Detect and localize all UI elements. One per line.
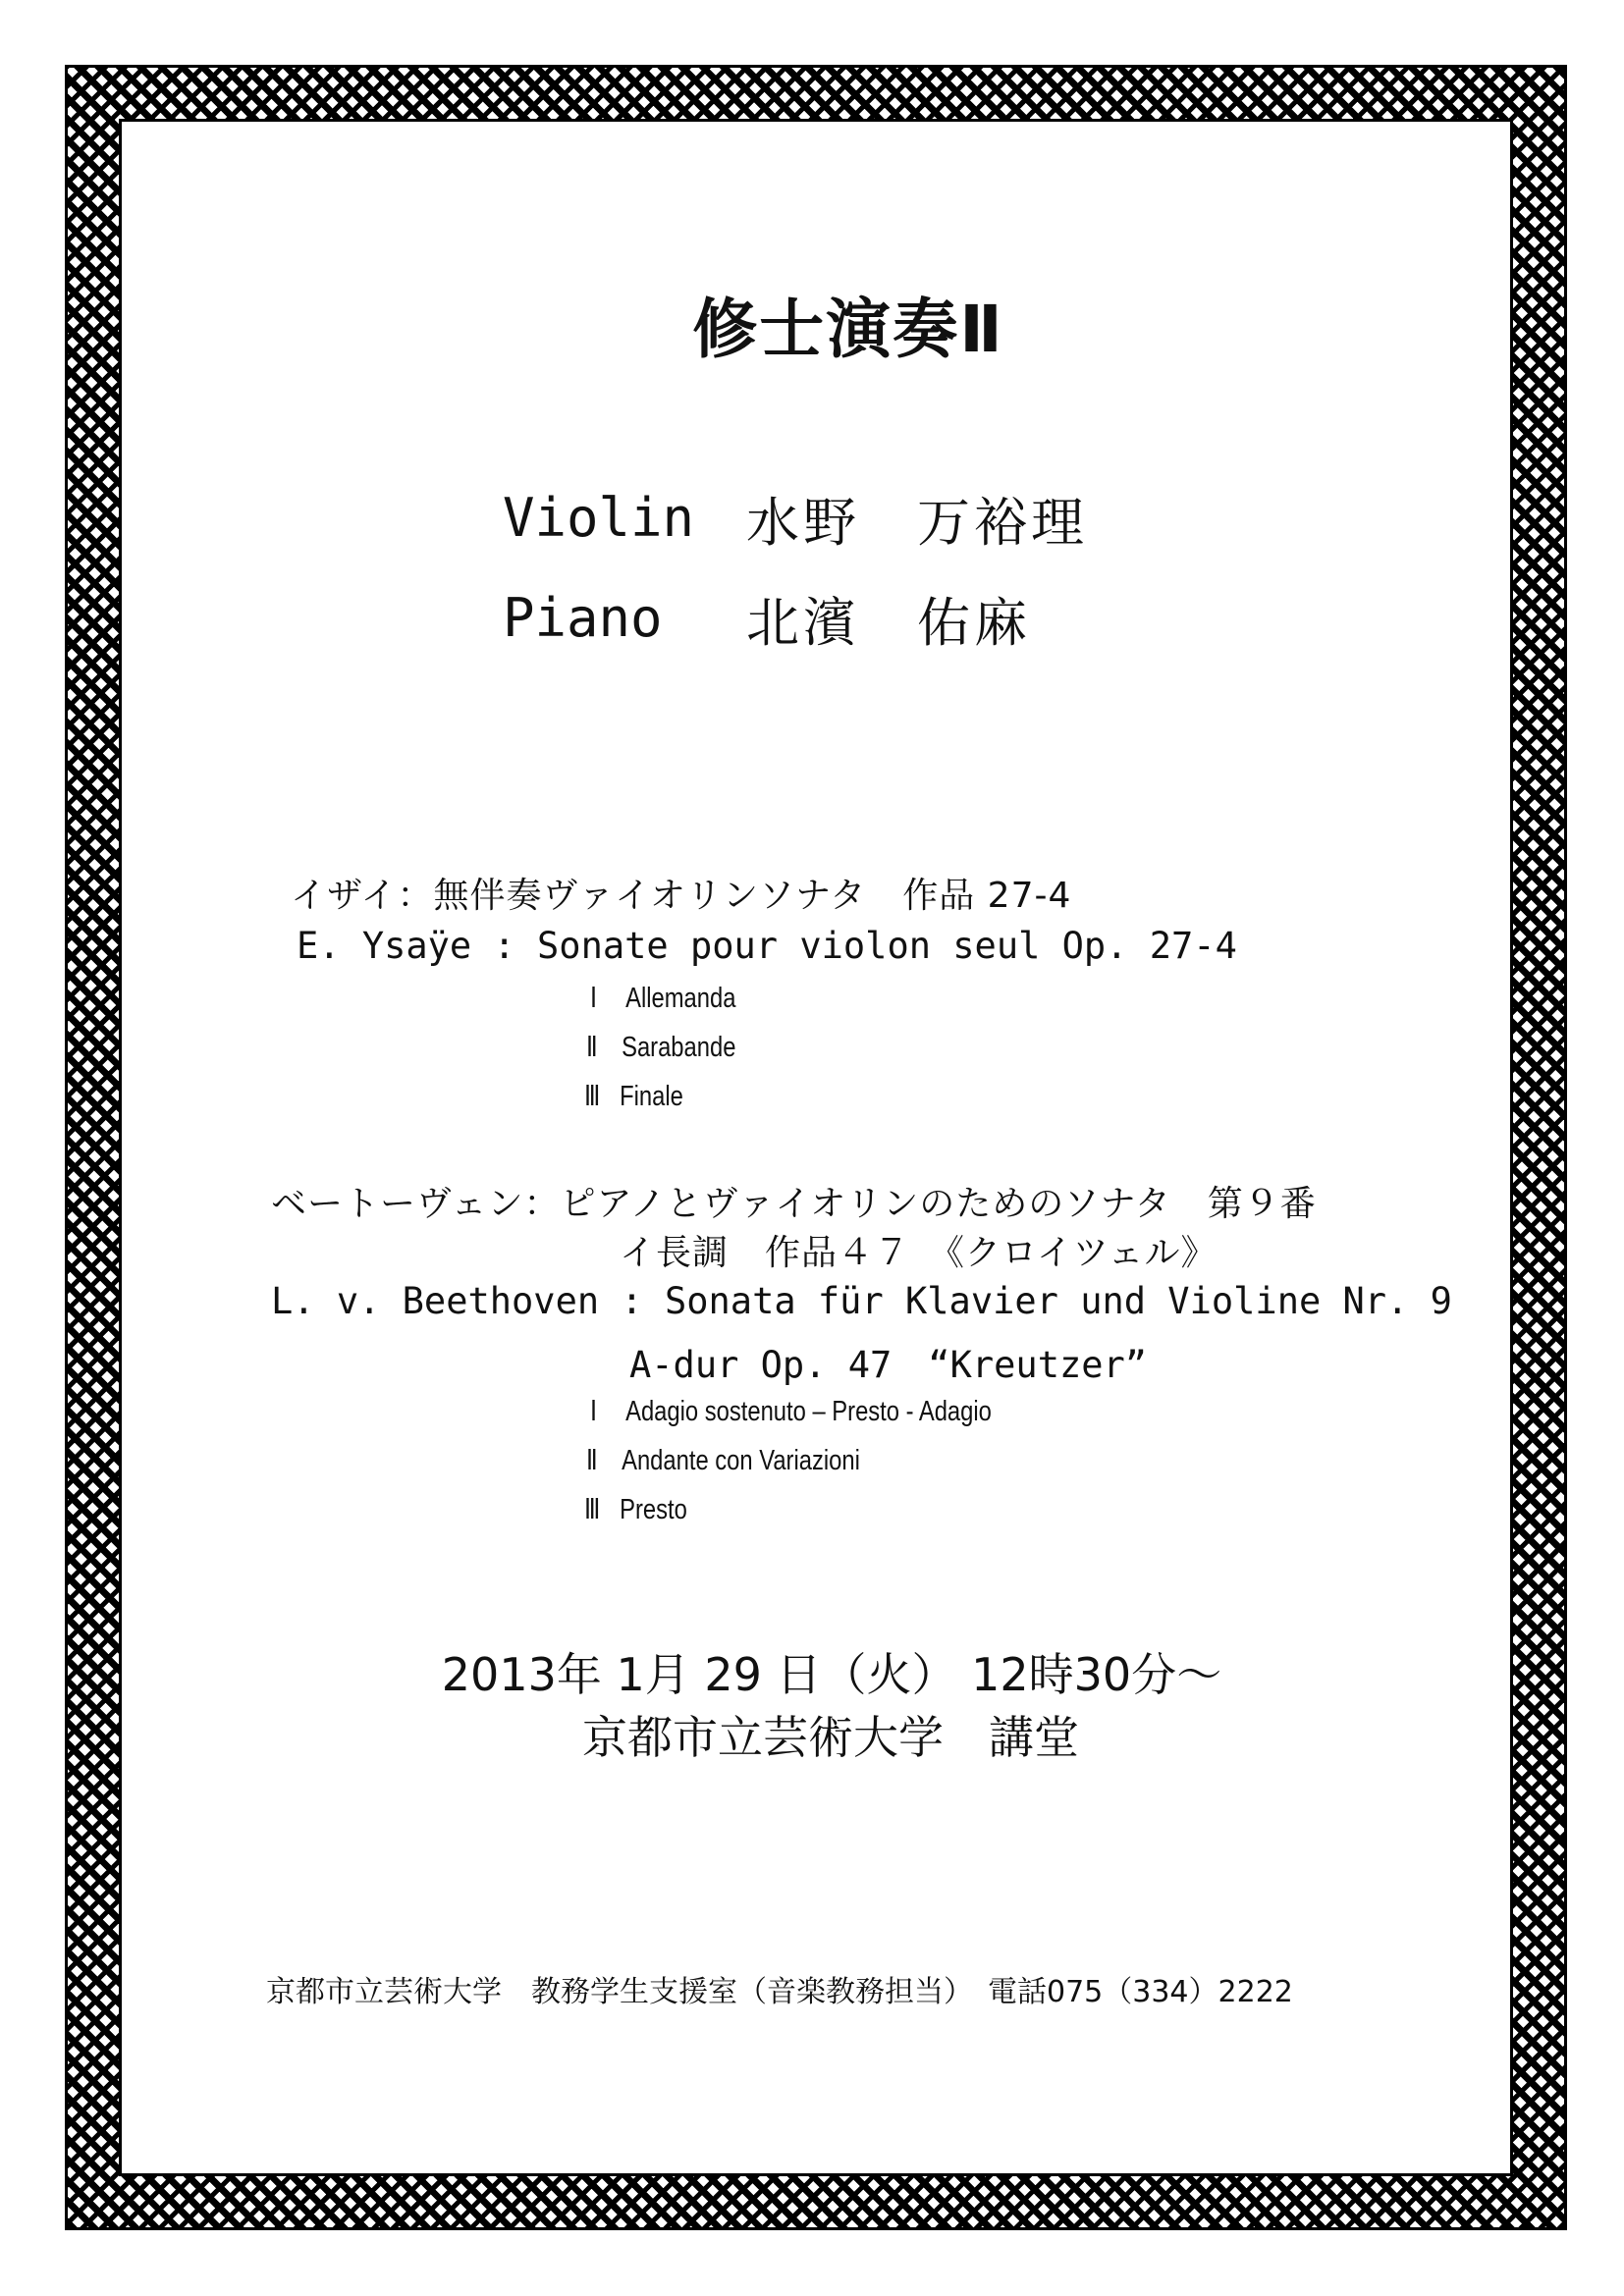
movement-title: Presto [620, 1494, 687, 1525]
movement-title: Sarabande [622, 1032, 736, 1063]
movement-number: Ⅱ [586, 1445, 598, 1476]
piece-subtitle-en: A-dur Op. 47 “Kreutzer” [629, 1344, 1148, 1386]
movement-item [590, 1394, 992, 1428]
movement-number: Ⅰ [590, 983, 598, 1014]
movement-title: Adagio sostenuto – Presto - Adagio [625, 1396, 992, 1427]
movement-item [584, 1079, 683, 1113]
page-title: 修士演奏Ⅱ [692, 292, 1004, 367]
movement-title: Finale [620, 1081, 683, 1112]
movement-item [586, 1443, 860, 1477]
performer-name: 水野 万裕理 [746, 492, 1088, 554]
movement-item [590, 981, 735, 1015]
movement-number: Ⅱ [586, 1032, 598, 1063]
content-panel [119, 119, 1513, 2176]
event-venue: 京都市立芸術大学 講堂 [582, 1711, 1079, 1764]
piece-title-en: L. v. Beethoven : Sonata für Klavier und Violine Nr. 9 [271, 1280, 1452, 1322]
performer-name: 北濱 佑麻 [746, 592, 1031, 654]
movement-title: Allemanda [625, 983, 736, 1014]
movement-number: Ⅰ [590, 1396, 598, 1427]
movement-item [584, 1492, 687, 1526]
performer-role: Violin [503, 487, 695, 549]
movement-number: Ⅲ [584, 1081, 601, 1112]
movement-item [586, 1030, 735, 1064]
performer-role: Piano [503, 587, 663, 649]
piece-subtitle-jp: イ長調 作品４７ 《クロイツェル》 [620, 1233, 1218, 1273]
piece-title-jp: イザイ：無伴奏ヴァイオリンソナタ 作品 27-4 [291, 876, 1072, 916]
contact-footer: 京都市立芸術大学 教務学生支援室（音楽教務担当） 電話075（334）2222 [266, 1975, 1293, 2009]
movement-title: Andante con Variazioni [622, 1445, 860, 1476]
piece-title-en: E. Ysaÿe : Sonate pour violon seul Op. 27-4 [297, 925, 1237, 967]
movement-number: Ⅲ [584, 1494, 601, 1525]
event-datetime: 2013年 1月 29 日（火） 12時30分～ [441, 1648, 1222, 1701]
piece-title-jp: ベートーヴェン：ピアノとヴァイオリンのためのソナタ 第９番 [271, 1184, 1317, 1224]
